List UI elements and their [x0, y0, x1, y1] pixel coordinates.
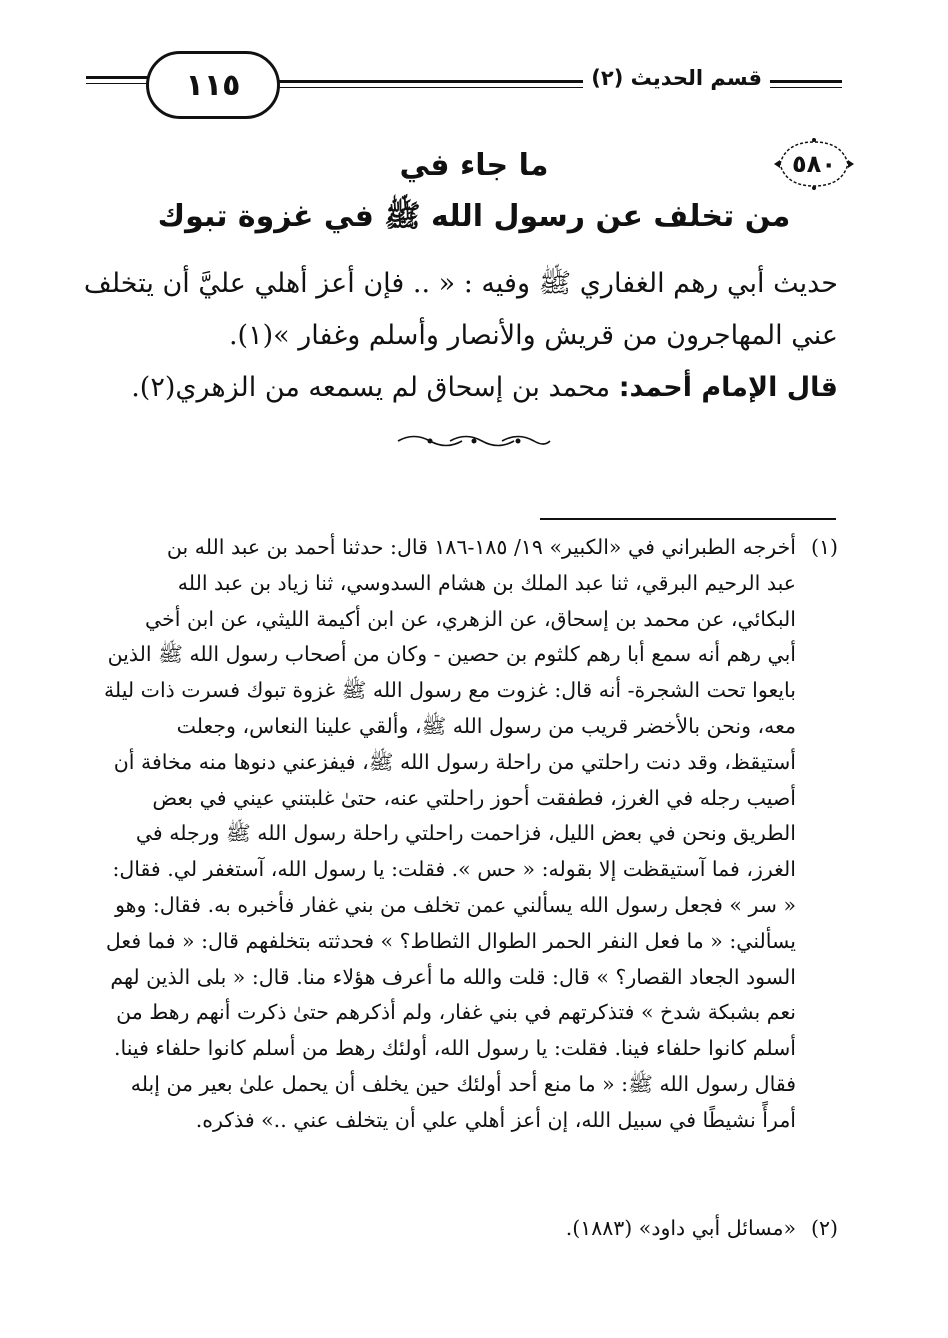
- footnote-number: (٢): [810, 1216, 838, 1240]
- footnote-line: البكائي، عن محمد بن إسحاق، عن الزهري، عن ابن أكيمة الليثي، عن ابن أخي: [145, 606, 796, 631]
- footnote-number: (١): [810, 535, 838, 559]
- footnote-line: السود الجعاد القصار؟ » قال: قلت والله ما أعرف هؤلاء منا. قال: « بلى الذين لهم: [110, 964, 796, 989]
- footnote-line: فقال رسول الله ﷺ: « ما منع أحد أولئك حين يخلف أن يحمل علىٰ بعير من إبله: [130, 1071, 796, 1096]
- footnote-line: بايعوا تحت الشجرة- أنه قال: غزوت مع رسول الله ﷺ غزوة تبوك فسرت ذات ليلة: [103, 678, 796, 703]
- footnote-line: عبد الرحيم البرقي، ثنا عبد الملك بن هشام السدوسي، ثنا زياد بن عبد الله: [177, 570, 796, 595]
- footnote-text: أخرجه الطبراني في «الكبير» ١٩/ ١٨٥-١٨٦ قال: حدثنا أحمد بن عبد الله بن: [166, 535, 796, 559]
- chapter-heading-line1: ما جاء في: [399, 148, 549, 183]
- footnote-line: أستيقظ، وقد دنت راحلتي من راحلة رسول الله ﷺ، فيفزعني دنوها منه مخافة أن: [113, 749, 796, 774]
- footnote-line: أمرأً نشيطًا في سبيل الله، إن أعز أهلي علي أن يتخلف عني ..» فذكره.: [195, 1107, 796, 1132]
- footnote-line: أصيب رجله في الغرز، فطفقت أحوز راحلتي عنه، حتىٰ غلبتني عيني في بعض: [152, 785, 796, 810]
- footnote-rule: [540, 518, 836, 520]
- hadith-body: [83, 258, 838, 414]
- footnote-2: [108, 1216, 838, 1240]
- chapter-heading-line2: من تخلف عن رسول الله ﷺ في غزوة تبوك: [157, 199, 791, 234]
- separator-ornament-icon: [394, 430, 554, 452]
- footnote-line: « سر » فجعل رسول الله يسألني عمن تخلف من بني غفار فأخبره به. فقال: وهو: [115, 892, 796, 917]
- imam-statement: [108, 362, 838, 414]
- footnote-line: معه، ونحن بالأخضر قريب من رسول الله ﷺ، وألقي علينا النعاس، وجعلت: [176, 713, 796, 738]
- footnote-line: [108, 530, 838, 566]
- footnote-text: «مسائل أبي داود» (١٨٨٣).: [565, 1216, 796, 1240]
- footnote-line: الغرز، فما آستيقظت إلا بقوله: « حس ». فقلت: يا رسول الله، آستغفر لي. فقال:: [112, 857, 796, 882]
- page-header: [86, 48, 842, 118]
- footnote-line: الطريق ونحن في بعض الليل، فزاحمت راحلتي راحلة رسول الله ﷺ ورجله في: [135, 821, 796, 846]
- footnote-1: [103, 530, 838, 1139]
- footnote-line: أبي رهم أنه سمع أبا رهم كلثوم بن حصين - وكان من أصحاب رسول الله ﷺ الذين: [107, 642, 796, 667]
- hadith-number: ٥٨٠: [792, 150, 836, 178]
- page-number: ١١٥: [146, 51, 280, 119]
- imam-text: محمد بن إسحاق لم يسمعه من الزهري(٢).: [131, 372, 619, 403]
- running-title: قسم الحديث (٢): [583, 66, 770, 90]
- imam-label: قال الإمام أحمد:: [618, 372, 838, 403]
- body-line: عني المهاجرون من قريش والأنصار وأسلم وغفار »(١).: [228, 320, 838, 351]
- body-line: حديث أبي رهم الغفاري ﷺ وفيه : « .. فإن أعز أهلي عليَّ أن يتخلف: [83, 268, 838, 299]
- footnote-line: أسلم كانوا حلفاء فينا. فقلت: يا رسول الله، أولئك رهط من أسلم كانوا حلفاء فينا.: [113, 1036, 796, 1061]
- footnote-line: نعم بشبكة شدخ » فتذكرتهم في بني غفار، ولم أذكرهم حتىٰ ذكرت أنهم رهط من: [116, 1000, 796, 1025]
- footnote-line: يسألني: « ما فعل النفر الحمر الطوال الثطاط؟ » فحدثته بتخلفهم قال: « فما فعل: [105, 928, 796, 953]
